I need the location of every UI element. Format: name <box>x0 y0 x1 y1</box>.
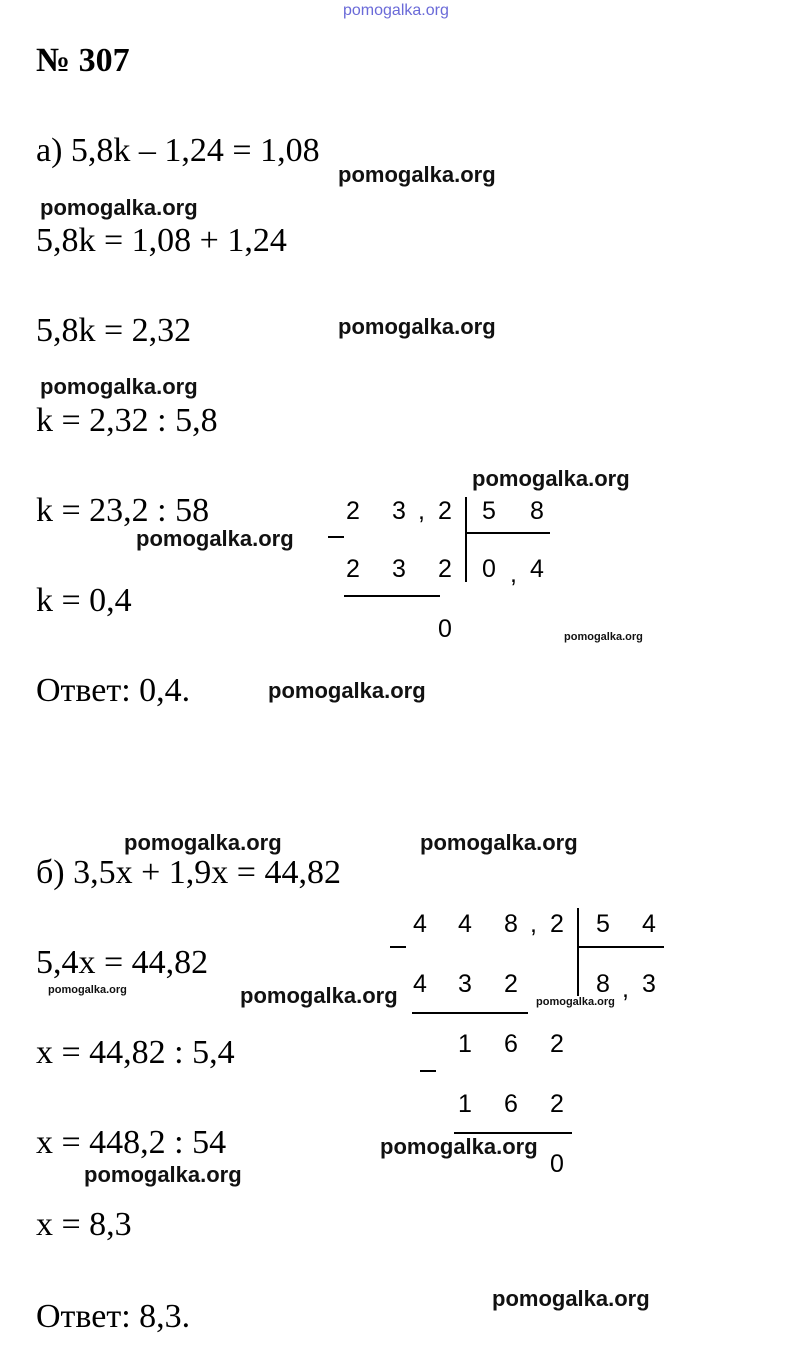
product-digit: 3 <box>458 970 472 998</box>
watermark: pomogalka.org <box>136 526 294 551</box>
dividend-digit: 8 <box>504 910 518 938</box>
divisor-underline <box>578 946 664 948</box>
quotient-digit: 0 <box>482 555 496 583</box>
product-digit: 4 <box>413 970 427 998</box>
dividend-digit: 2 <box>346 497 360 525</box>
dividend-comma: , <box>530 910 537 938</box>
product-digit: 2 <box>504 970 518 998</box>
equation-b-3: x = 44,82 : 5,4 <box>36 1034 235 1071</box>
divisor-underline <box>466 532 550 534</box>
dividend-digit: 3 <box>392 497 406 525</box>
subtraction-line-1 <box>412 1012 528 1014</box>
dividend-digit: 2 <box>438 497 452 525</box>
partial-digit: 6 <box>504 1030 518 1058</box>
quotient-digit: 3 <box>642 970 656 998</box>
minus-sign <box>328 536 344 538</box>
equation-a-1: а) 5,8k – 1,24 = 1,08 <box>36 132 320 169</box>
product-digit: 3 <box>392 555 406 583</box>
quotient-digit: 4 <box>530 555 544 583</box>
partial-digit: 2 <box>550 1030 564 1058</box>
watermark-top: pomogalka.org <box>343 2 449 19</box>
equation-a-4: k = 2,32 : 5,8 <box>36 402 218 439</box>
dividend-digit: 2 <box>550 910 564 938</box>
equation-b-4: x = 448,2 : 54 <box>36 1124 227 1161</box>
divisor-digit: 8 <box>530 497 544 525</box>
dividend-digit: 4 <box>458 910 472 938</box>
product-digit: 1 <box>458 1090 472 1118</box>
product-digit: 2 <box>550 1090 564 1118</box>
remainder-digit: 0 <box>438 615 452 643</box>
watermark: pomogalka.org <box>564 631 643 643</box>
minus-sign <box>390 946 406 948</box>
quotient-comma: , <box>510 560 517 588</box>
equation-a-3: 5,8k = 2,32 <box>36 312 192 349</box>
watermark: pomogalka.org <box>124 830 282 855</box>
watermark: pomogalka.org <box>268 678 426 703</box>
divisor-digit: 4 <box>642 910 656 938</box>
equation-a-6: k = 0,4 <box>36 582 132 619</box>
watermark: pomogalka.org <box>240 983 398 1008</box>
divisor-digit: 5 <box>482 497 496 525</box>
problem-number: № 307 <box>36 42 130 79</box>
minus-sign <box>420 1070 436 1072</box>
division-bar <box>465 497 467 582</box>
watermark: pomogalka.org <box>40 374 198 399</box>
equation-b-2: 5,4x = 44,82 <box>36 944 209 981</box>
watermark: pomogalka.org <box>84 1162 242 1187</box>
answer-a: Ответ: 0,4. <box>36 672 191 709</box>
watermark: pomogalka.org <box>380 1134 538 1159</box>
watermark: pomogalka.org <box>420 830 578 855</box>
equation-a-2: 5,8k = 1,08 + 1,24 <box>36 222 287 259</box>
divisor-digit: 5 <box>596 910 610 938</box>
product-digit: 6 <box>504 1090 518 1118</box>
remainder-digit: 0 <box>550 1150 564 1178</box>
watermark: pomogalka.org <box>40 195 198 220</box>
watermark: pomogalka.org <box>472 466 630 491</box>
watermark: pomogalka.org <box>492 1286 650 1311</box>
watermark: pomogalka.org <box>338 314 496 339</box>
watermark: pomogalka.org <box>536 996 615 1008</box>
dividend-digit: 4 <box>413 910 427 938</box>
watermark: pomogalka.org <box>338 162 496 187</box>
subtraction-line <box>344 595 440 597</box>
quotient-digit: 8 <box>596 970 610 998</box>
equation-b-1: б) 3,5x + 1,9x = 44,82 <box>36 854 341 891</box>
division-bar <box>577 908 579 996</box>
quotient-comma: , <box>622 975 629 1003</box>
product-digit: 2 <box>438 555 452 583</box>
equation-a-5: k = 23,2 : 58 <box>36 492 210 529</box>
watermark: pomogalka.org <box>48 984 127 996</box>
product-digit: 2 <box>346 555 360 583</box>
answer-b: Ответ: 8,3. <box>36 1298 191 1335</box>
equation-b-5: x = 8,3 <box>36 1206 132 1243</box>
partial-digit: 1 <box>458 1030 472 1058</box>
dividend-comma: , <box>418 497 425 525</box>
